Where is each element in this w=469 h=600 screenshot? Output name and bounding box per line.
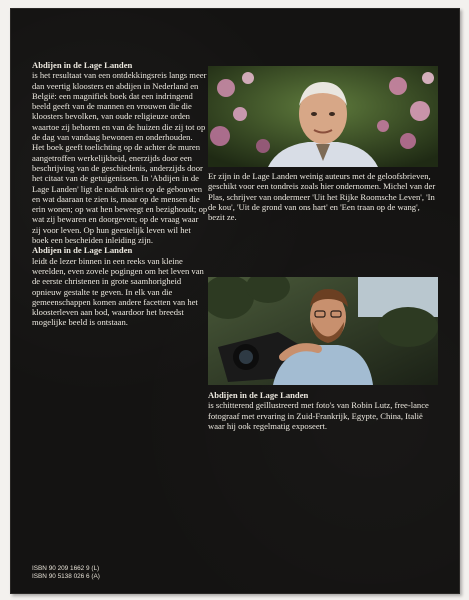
author-paragraph: Er zijn in de Lage Landen weinig auteurs met de geloofsbrieven, geschikt voor een tondreis zoals hier ondernomen. Michel van der Plas, schrijver van ondermeer 'Uit het Rijke Roomsche Leven', 'In de kou', 'Uit de grond van ons hart' en 'Een traan op de wang', bezit ze. bbox=[208, 171, 436, 223]
photographer-photo-image bbox=[208, 277, 438, 385]
isbn-block bbox=[32, 565, 232, 581]
closing-body: leidt de lezer binnen in een reeks van kleine werelden, even zovele pogingen om het leven van de eerste christenen in grote saamhorigheid opnieuw gestalte te geven. In elk van die gemeenschappen komen andere facetten van het kloosterleven aan bod, waardoor het breedst mogelijke beeld is ontstaan. bbox=[32, 255, 204, 328]
book-back-cover bbox=[10, 8, 460, 594]
closing-paragraph bbox=[32, 245, 208, 327]
photographer-photo bbox=[208, 277, 438, 385]
book-title-bold-3: Abdijen in de Lage Landen bbox=[208, 390, 309, 400]
author-photo-image bbox=[208, 66, 438, 167]
left-text-column bbox=[32, 60, 208, 328]
book-title-bold: Abdijen in de Lage Landen bbox=[32, 60, 133, 70]
author-photo bbox=[208, 66, 438, 167]
photographer-body: is schitterend geïllustreerd met foto's van Robin Lutz, free-lance fotograaf met ervaring in Zuid-Frankrijk, Egypte, China, Italië waar hij ook regelmatig exposeert. bbox=[208, 400, 429, 431]
photographer-paragraph bbox=[208, 390, 438, 431]
intro-body: is het resultaat van een ontdekkingsreis langs meer dan veertig kloosters en abdijen in Nederland en België: een magnifiek boek dat een indringend beeld geeft van de mannen en vrouwen die die kloosters bevolken, van oude religieuze orden waartoe zij behoren en van de huizen die zij tot op de dag van vandaag bewonen en onderhouden. bbox=[32, 70, 207, 143]
description-paragraph: Het boek geeft toelichting op de achter de muren aangetroffen werkelijkheid, enerzijds door een beschrijving van de geschiedenis, anderzijds door het citaat van de getuigenissen. In 'Abdijen in de Lage Landen' ligt de nadruk niet op de gebouwen en wat daaraan te zien is, maar op de mensen die erin wonen; op wat hen beweegt en bezighoudt; op wat zij bewaren en doorgeven; op de vraag waar zij voor leven. Op hun geestelijk leven wil het boek een bescheiden inleiding zijn. bbox=[32, 142, 208, 246]
isbn-line-1: ISBN 90 209 1662 9 (L) bbox=[32, 565, 100, 572]
isbn-line-2: ISBN 90 5138 026 6 (A) bbox=[32, 573, 100, 580]
book-title-bold-2: Abdijen in de Lage Landen bbox=[32, 245, 133, 256]
intro-paragraph bbox=[32, 60, 208, 142]
